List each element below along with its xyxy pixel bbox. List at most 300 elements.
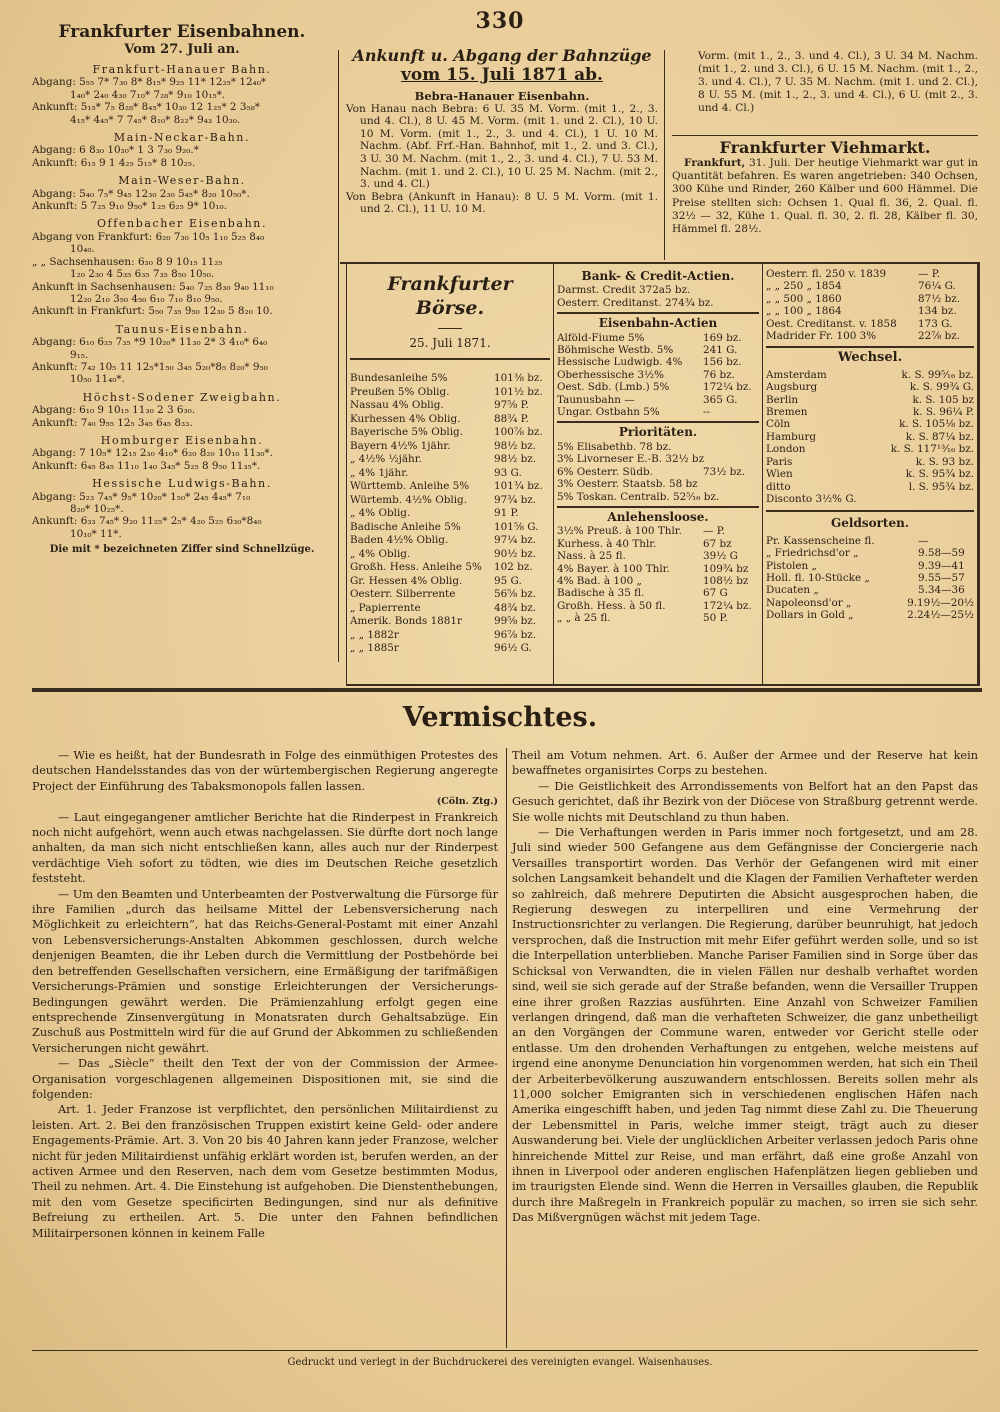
table-row	[766, 481, 974, 493]
row-name: Hamburg	[766, 430, 817, 443]
row-value: 173 G.	[918, 317, 953, 330]
row-name: Oest. Creditanst. v. 1858	[766, 317, 897, 330]
table-row	[350, 561, 550, 575]
timetable-row	[32, 268, 332, 280]
timetable-times: 5₁₅* 7₅ 8₂₈* 8₄₅* 10₃₀ 12 1₂₅* 2 3₅₈*	[80, 101, 260, 114]
timetable-times: 5₅₅ 7* 7₃₀ 8* 8₁₅* 9₂₅ 11* 12₂₅* 12₄₀*	[79, 76, 267, 89]
row-name: „ „ à 25 fl.	[557, 612, 611, 625]
article-source: (Cöln. Ztg.)	[436, 796, 498, 808]
table-row	[350, 372, 550, 386]
row-value: 156 bz.	[703, 356, 742, 369]
table-row	[557, 297, 759, 309]
row-name: London	[766, 443, 806, 456]
row-value: — P.	[918, 268, 940, 280]
divider-rule	[557, 312, 759, 314]
table-row	[766, 572, 974, 584]
table-row	[350, 386, 550, 400]
table-row	[557, 563, 759, 575]
row-name: „ 4% 1jähr.	[350, 466, 409, 479]
viehmarkt-title: Frankfurter Viehmarkt.	[719, 138, 931, 157]
viehmarkt-lead: Frankfurt,	[684, 157, 746, 169]
row-name: 6% Oesterr. Südb.	[557, 465, 653, 478]
table-row	[350, 453, 550, 467]
row-value: k. S. 93 bz.	[915, 455, 974, 468]
row-value: 50 P.	[703, 612, 728, 625]
row-name: ditto	[766, 480, 791, 493]
row-name: Ungar. Ostbahn 5%	[557, 406, 660, 419]
row-name: Wien	[766, 468, 793, 481]
article-paragraph: — Laut eingegangener amtlicher Berichte hat die Rinderpest in Frankreich noch nicht aufgehört, wenn auch etwas nachgelassen. Sie dürfte dort noch lange anhalten, da man sich nicht entschließen kann, alles auch nur der Rinderpest verdächtige Vieh sofort zu tödten, wie dies im Deutschen Reiche gesetzlich feststeht.	[32, 810, 498, 886]
viehmarkt-body: 31. Juli. Der heutige Viehmarkt war gut in Quantität befahren. Es waren angetrieben: 340 Ochsen, 300 Kühe und Rinder, 260 Kälber und 600 Hämmel. Die Preise stellten sich: Ochsen 1. Qual fl. 36, 2. Qual. fl. 32½ — 32, Kühe 1. Qual. fl. 30, 2. fl. 28, Kälber fl. 30, Hämmel fl. 28½.	[672, 157, 978, 236]
row-name: Holl. fl. 10-Stücke „	[766, 571, 870, 584]
table-row	[350, 426, 550, 440]
table-row	[350, 494, 550, 508]
row-value: 73½ bz.	[703, 465, 746, 478]
row-name: Berlin	[766, 393, 799, 406]
timetable-label: Ankunft in Frankfurt:	[32, 305, 146, 318]
row-value: 9.19½—20½	[907, 596, 974, 609]
timetable-label: Abgang:	[32, 187, 76, 200]
eisenbahnen-footnote: Die mit * bezeichneten Ziffer sind Schnellzüge.	[49, 544, 315, 556]
timetable-label: Abgang:	[32, 490, 76, 503]
row-name: Paris	[766, 455, 793, 468]
row-name: Kurhess. à 40 Thlr.	[557, 537, 657, 550]
timetable-times: 10₁₀* 11*.	[70, 527, 122, 540]
rail-line-name: Taunus-Eisenbahn.	[115, 322, 249, 336]
row-value: 98½ bz.	[494, 453, 537, 465]
timetable-times: 10₄₀.	[70, 243, 95, 256]
table-row	[350, 534, 550, 548]
timetable-label: Abgang:	[32, 144, 76, 157]
table-row	[350, 413, 550, 427]
row-name: Würtemb. 4½% Oblig.	[350, 493, 467, 506]
row-value: 241 G.	[703, 344, 738, 357]
boerse-header	[350, 272, 550, 350]
row-value: 102 bz.	[494, 561, 533, 573]
bahnzuege-title: Ankunft u. Abgang der Bahnzüge	[352, 46, 652, 65]
table-row	[350, 467, 550, 481]
table-row	[557, 550, 759, 562]
prioritaeten-table	[557, 441, 759, 503]
row-value: 88¾ P.	[494, 412, 529, 425]
timetable-label: Ankunft:	[32, 101, 78, 114]
table-row	[766, 443, 974, 455]
column-divider	[338, 50, 339, 662]
bahnzuege-bebra-hanau-cont: Vorm. (mit 1., 2., 3. und 4. Cl.), 3 U. 34 M. Nachm. (mit 1., 2. und 3. Cl.), 6 U. 15 M. Nachm. (mit 1., 2., 3. und 4. Cl.), 7 U. 35 M. Nachm. (mit 1. und 2. Cl.), 8 U. 55 M. (mit 1., 2., 3. und 4. Cl.), 6 U. (mit 2., 3. und 4. Cl.)	[698, 50, 978, 114]
row-value: k. S. 95¾ bz.	[905, 468, 974, 481]
row-value: 95 G.	[494, 574, 522, 587]
row-value: 100⅞ bz.	[494, 426, 543, 438]
imprint: Gedruckt und verlegt in der Buchdruckerei des vereinigten evangel. Waisenhauses.	[287, 1357, 713, 1368]
table-row	[766, 305, 974, 317]
row-value: 101⅝ G.	[494, 520, 539, 533]
rail-line-name: Homburger Eisenbahn.	[100, 433, 264, 447]
article-paragraph: Art. 1. Jeder Franzose ist verpflichtet, den persönlichen Militairdienst zu leisten. Art. 2. Bei den französischen Truppen existirt keine Geld- oder andere Engagements-Prämie. Art. 3. Von 20 bis 40 Jahren kann jeder Franzose, welcher nicht für jeden Militairdienst unfähig erklärt worden ist, berufen werden, an der activen Armee und den Reserven, nach dem vom Gesetze bestimmten Modus, Theil zu nehmen. Art. 4. Die Einstehung ist aufgehoben. Die Dienstenthebungen, mit den vom Gesetze specificirten Bedingungen, sind nur als definitive Befreiung zu ertheilen. Art. 5. Die unter den Fahnen befindlichen Militairpersonen können in keinem Falle	[32, 1103, 498, 1240]
row-name: Bremen	[766, 406, 808, 419]
divider-rule	[557, 506, 759, 508]
timetable-row	[32, 114, 332, 126]
row-name: Nass. à 25 fl.	[557, 550, 626, 563]
row-name: Oesterr. Creditanst. 274¾ bz.	[557, 296, 714, 309]
vermischtes-right-column	[512, 748, 978, 1226]
row-value: l. S. 95¾ bz.	[908, 480, 974, 493]
row-value: 22⅞ bz.	[918, 330, 961, 343]
timetable-times: 5₅₀ 7₃₅ 9₅₀ 12₃₀ 5 8₂₀ 10.	[148, 305, 273, 318]
timetable-row	[32, 373, 332, 385]
timetable-times: 5₂₃ 7₄₅* 9₅* 10₂₀* 1₅₀* 2₄₅ 4₄₅* 7₁₀	[79, 490, 251, 503]
timetable-label: Abgang:	[32, 336, 76, 349]
timetable-times: 6₁₀ 9 10₁₅ 11₃₀ 2 3 6₃₀.	[79, 404, 196, 417]
divider-rule	[350, 358, 550, 360]
row-value: 172¼ bz.	[703, 381, 752, 394]
divider-rule	[557, 421, 759, 423]
row-value: 48¾ bz.	[494, 601, 537, 614]
timetable-row	[32, 144, 332, 156]
rail-line-name: Hessische Ludwigs-Bahn.	[92, 477, 272, 491]
timetable-times: 6₃₃ 7₄₅* 9₂₀ 11₂₅* 2₅* 4₂₀ 5₂₅ 6₃₀*8₄₀	[80, 515, 262, 528]
table-row	[766, 609, 974, 621]
rail-line-block	[32, 218, 332, 317]
row-name: Württemb. Anleihe 5%	[350, 480, 470, 492]
row-value: 169 bz.	[703, 331, 742, 344]
row-name: „ Friedrichsd'or „	[766, 547, 859, 560]
timetable-times: 6₄₅ 8₄₅ 11₁₀ 1₄₀ 3₄₅* 5₂₅ 8 9₅₀ 11₃₅*.	[80, 459, 261, 472]
timetable-row	[32, 515, 332, 527]
row-name: „ Papierrente	[350, 601, 421, 614]
row-value: 172¼ bz.	[703, 599, 752, 612]
row-name: Gr. Hessen 4% Oblig.	[350, 574, 463, 587]
row-name: „ „ 1885r	[350, 642, 399, 654]
table-row	[766, 547, 974, 559]
rail-line-name: Main-Weser-Bahn.	[118, 174, 246, 188]
timetable-label: „ „ Sachsenhausen:	[32, 255, 135, 268]
timetable-times: 8₂₀* 10₂₅*.	[70, 503, 124, 515]
row-name: „ 4% Oblig.	[350, 507, 411, 519]
timetable-label: Abgang:	[32, 447, 76, 460]
table-row	[350, 642, 550, 656]
vermischtes-title: Vermischtes.	[402, 702, 598, 733]
timetable-row	[32, 101, 332, 113]
table-row	[766, 493, 974, 505]
table-row	[766, 406, 974, 418]
section-rule	[32, 688, 982, 692]
column-divider	[664, 50, 665, 260]
row-name: Cöln	[766, 418, 791, 431]
row-value: 97⅝ P.	[494, 399, 529, 411]
timetable-label: Ankunft:	[32, 459, 78, 472]
oesterr-loose-table	[766, 268, 974, 342]
table-row	[557, 406, 759, 418]
table-row	[350, 575, 550, 589]
row-name: 3% Oesterr. Staatsb. 58 bz	[557, 478, 698, 491]
row-name: „ „ 500 „ 1860	[766, 292, 842, 305]
timetable-times: 5₄₀ 7₂₅ 8₃₀ 9₄₀ 11₁₀	[179, 280, 274, 293]
rail-line-name: Höchst-Sodener Zweigbahn.	[82, 390, 282, 404]
row-value: 96⅞ bz.	[494, 628, 537, 641]
row-value: 99⅝ bz.	[494, 615, 537, 627]
table-row	[766, 418, 974, 430]
row-name: 4% Bayer. à 100 Thlr.	[557, 562, 670, 575]
eisenbahn-actien-title: Eisenbahn-Actien	[598, 316, 718, 331]
row-value: 91 P.	[494, 507, 519, 519]
timetable-row	[32, 231, 332, 243]
table-row	[557, 332, 759, 344]
table-row	[350, 588, 550, 602]
timetable-row	[32, 293, 332, 305]
row-value: 87½ bz.	[918, 292, 961, 305]
row-name: „ „ 250 „ 1854	[766, 280, 842, 293]
timetable-times: 12₂₀ 2₁₀ 3₅₀ 4₅₀ 6₁₀ 7₁₀ 8₁₀ 9₅₀.	[70, 292, 223, 305]
row-name: „ „ 1882r	[350, 628, 399, 641]
divider-rule	[766, 510, 974, 512]
row-name: Taunusbahn —	[557, 393, 635, 406]
row-name: Kurhessen 4% Oblig.	[350, 412, 461, 425]
row-value: 101⅜ bz.	[494, 372, 543, 384]
row-name: Napoleonsd'or „	[766, 596, 852, 609]
timetable-label: Ankunft:	[32, 156, 78, 169]
row-value: 96½ G.	[494, 642, 532, 654]
row-name: Böhmische Westb. 5%	[557, 344, 674, 357]
timetable-row	[32, 200, 332, 212]
table-row	[350, 440, 550, 454]
timetable-times: 10₅₀ 11₄₀*.	[70, 373, 125, 386]
table-row	[766, 369, 974, 381]
timetable-row	[32, 305, 332, 317]
table-border	[977, 264, 980, 684]
timetable-row	[32, 417, 332, 429]
row-name: Oest. Sdb. (Lmb.) 5%	[557, 381, 670, 394]
row-value: k. S. 117¹³⁄₁₆ bz.	[890, 443, 974, 456]
row-name: 4% Bad. à 100 „	[557, 574, 642, 587]
row-value: k. S. 96¼ P.	[912, 406, 974, 419]
boerse-title: Frankfurter Börse.	[387, 273, 513, 319]
row-name: Amerik. Bonds 1881r	[350, 615, 462, 627]
table-row	[557, 525, 759, 537]
timetable-row	[32, 336, 332, 348]
row-name: Augsburg	[766, 381, 818, 394]
timetable-times: 6₁₅ 9 1 4₂₅ 5₁₅* 8 10₂₅.	[80, 156, 196, 169]
row-value: 9.58—59	[918, 547, 965, 560]
row-value: 56⅝ bz.	[494, 588, 537, 600]
row-name: Baden 4½% Oblig.	[350, 534, 449, 546]
row-name: 3% Livorneser E.-B. 32½ bz	[557, 453, 705, 466]
row-value: 9.55—57	[918, 571, 965, 584]
row-name: Oesterr. Silberrente	[350, 588, 456, 600]
table-row	[557, 600, 759, 612]
bahnzuege-section	[346, 46, 658, 216]
rail-line-name: Main-Neckar-Bahn.	[113, 131, 251, 145]
rail-line-block	[32, 175, 332, 212]
article-paragraph: — Die Geistlichkeit des Arrondissements von Belfort hat an den Papst das Gesuch gerichtet, daß ihr Bezirk von der Diöcese von Straßburg getrennt werde. Sie wolle nichts mit Deutschland zu thun haben.	[512, 779, 978, 824]
timetable-row	[32, 76, 332, 88]
row-name: Oesterr. fl. 250 v. 1839	[766, 268, 887, 280]
row-name: Großh. Hess. à 50 fl.	[557, 599, 666, 612]
geldsorten-table	[766, 535, 974, 622]
divider-rule	[672, 135, 978, 136]
row-value: 67 G	[703, 587, 728, 600]
timetable-label: Ankunft:	[32, 416, 78, 429]
row-value: 39½ G	[703, 550, 738, 563]
timetable-times: 6₃₀ 8 9 10₁₅ 11₂₅	[137, 255, 223, 268]
row-value: k. S. 99¾ G.	[909, 381, 974, 394]
table-divider	[762, 264, 763, 684]
eisenbahnen-subtitle: Vom 27. Juli an.	[124, 42, 240, 57]
timetable-label: Ankunft:	[32, 515, 78, 528]
rail-line-name: Frankfurt-Hanauer Bahn.	[92, 63, 272, 76]
timetable-label: Abgang:	[32, 76, 76, 89]
timetable-row	[32, 491, 332, 503]
column-divider	[506, 748, 507, 1348]
eisenbahnen-column	[32, 22, 332, 557]
wechsel-table	[766, 369, 974, 505]
row-value: --	[703, 406, 711, 419]
table-row	[766, 560, 974, 572]
timetable-times: 7₄₀ 9₅₅ 12₅ 3₄₅ 6₄₅ 8₃₃.	[80, 416, 193, 429]
timetable-times: 1₂₀ 2₃₀ 4 5₃₅ 6₃₅ 7₃₅ 8₅₀ 10₅₀.	[70, 268, 215, 281]
row-value: — P.	[703, 525, 725, 538]
row-name: Madrider Fr. 100 3%	[766, 330, 877, 343]
row-name: Badische à 35 fl.	[557, 587, 645, 600]
row-name: Bundesanleihe 5%	[350, 372, 448, 384]
timetable-times: 6 8₃₀ 10₃₀* 1 3 7₃₀ 9₂₀.*	[79, 144, 199, 157]
row-name: Ducaten „	[766, 584, 819, 597]
row-name: Oberhessische 3½%	[557, 368, 664, 381]
table-border	[346, 264, 347, 684]
timetable-row	[32, 528, 332, 540]
timetable-row	[32, 89, 332, 101]
table-row	[557, 356, 759, 368]
row-value: 93 G.	[494, 466, 522, 479]
rail-line-name: Offenbacher Eisenbahn.	[96, 217, 268, 231]
rail-line-block	[32, 392, 332, 429]
timetable-row	[32, 361, 332, 373]
timetable-times: 6₂₀ 7₃₀ 10₅ 1₁₀ 5₂₅ 8₄₀	[155, 230, 265, 243]
rail-line-block	[32, 132, 332, 169]
row-value: 97¾ bz.	[494, 493, 537, 506]
row-value: k. S. 105 bz	[912, 393, 974, 406]
timetable-label: Abgang von Frankfurt:	[32, 230, 153, 243]
row-value: 76 bz.	[703, 368, 735, 381]
table-row	[557, 441, 759, 453]
row-value: 365 G.	[703, 393, 738, 406]
row-value: 98½ bz.	[494, 439, 537, 452]
eisenbahn-actien-table	[557, 332, 759, 419]
table-row	[350, 629, 550, 643]
row-name: Großh. Hess. Anleihe 5%	[350, 561, 482, 573]
table-row	[557, 394, 759, 406]
timetable-times: 6₁₀ 6₂₅ 7₃₅ *9 10₂₀* 11₃₀ 2* 3 4₁₀* 6₄₀	[79, 336, 268, 349]
timetable-row	[32, 404, 332, 416]
table-row	[766, 330, 974, 342]
row-name: 5% Elisabethb. 78 bz.	[557, 440, 672, 453]
timetable-label: Ankunft in Sachsenhausen:	[32, 280, 176, 293]
table-row	[557, 538, 759, 550]
table-row	[350, 507, 550, 521]
markets-top-rule	[340, 262, 980, 264]
timetable-label: Ankunft:	[32, 200, 78, 213]
table-row	[766, 431, 974, 443]
timetable-times: 7 10₅* 12₁₅ 2₃₀ 4₁₀* 6₂₀ 8₂₀ 10₁₀ 11₃₀*.	[79, 447, 273, 460]
row-name: Amsterdam	[766, 368, 827, 381]
table-row	[557, 381, 759, 393]
timetable-times: 5 7₂₅ 9₁₀ 9₅₀* 1₂₅ 6₂₅ 9* 10₁₀.	[80, 200, 228, 213]
table-row	[557, 284, 759, 296]
timetable-times: 9₁₅.	[70, 348, 89, 361]
prioritaeten-title: Prioritäten.	[618, 425, 698, 440]
bank-table	[557, 284, 759, 309]
anlehensloose-table	[557, 525, 759, 624]
table-row	[766, 468, 974, 480]
timetable-row	[32, 281, 332, 293]
table-row	[766, 293, 974, 305]
bahnzuege-bebra-hanau: Von Bebra (Ankunft in Hanau): 8 U. 5 M. Vorm. (mit 1. und 2. Cl.), 11 U. 10 M.	[346, 190, 658, 216]
wechsel-title: Wechsel.	[837, 350, 903, 366]
article-paragraph: — Wie es heißt, hat der Bundesrath in Folge des einmüthigen Protestes des deutschen Handelsstandes das von der würtembergischen Regierung angeregte Project der Einführung des Tabaksmonopols fallen lassen.	[32, 749, 498, 793]
table-row	[350, 602, 550, 616]
bahnzuege-date: vom 15. Juli 1871 ab.	[401, 65, 603, 85]
row-name: Bayerische 5% Oblig.	[350, 426, 463, 438]
eisenbahnen-title: Frankfurter Eisenbahnen.	[58, 22, 306, 42]
table-row	[557, 466, 759, 478]
row-value: k. S. 99⁵⁄₁₆ bz.	[901, 368, 974, 381]
bank-title: Bank- & Credit-Actien.	[581, 269, 735, 283]
markets-bottom-rule	[346, 684, 980, 686]
row-name: 5% Toskan. Centralb. 52⁵⁄₁₆ bz.	[557, 490, 720, 503]
table-row	[766, 318, 974, 330]
row-name: Dollars in Gold „	[766, 609, 854, 622]
row-value: 76¼ G.	[918, 280, 956, 293]
row-value: k. S. 87¼ bz.	[905, 430, 974, 443]
table-divider	[553, 264, 554, 684]
table-row	[350, 615, 550, 629]
rail-lines	[32, 64, 332, 540]
timetable-times: 5₄₀ 7₅* 9₄₅ 12₃₀ 2₃₀ 5₄₅* 8₂₀ 10₅₀*.	[79, 187, 250, 200]
rail-line-block	[32, 478, 332, 540]
row-value: 101½ bz.	[494, 385, 543, 398]
row-value: 97¼ bz.	[494, 534, 537, 546]
table-row	[557, 612, 759, 624]
rail-line-block	[32, 64, 332, 126]
row-value: 90½ bz.	[494, 547, 537, 560]
table-row	[557, 478, 759, 490]
row-value: 67 bz	[703, 537, 732, 550]
timetable-times: 1₄₀* 2₄₀ 4₃₀ 7₁₀* 7₂₈* 9₁₀ 10₁₅*.	[70, 88, 226, 101]
article-paragraph: — Das „Siècle“ theilt den Text der von der Commission der Armee-Organisation vorgeschlagenen allgemeinen Dispositionen mit, sie sind die folgenden:	[32, 1057, 498, 1101]
bahnzuege-section-title: Bebra-Hanauer Eisenbahn.	[414, 89, 590, 103]
actien-column	[557, 268, 759, 625]
row-value: 109¾ bz	[703, 562, 749, 575]
row-name: Bayern 4½% 1jähr.	[350, 439, 451, 452]
row-name: „ 4% Oblig.	[350, 547, 411, 560]
table-row	[350, 548, 550, 562]
row-name: Hessische Ludwigb. 4%	[557, 356, 683, 369]
article-paragraph: — Um den Beamten und Unterbeamten der Postverwaltung die Fürsorge für ihre Familien „durch das heilsame Mittel der Lebensversicherung nach Möglichkeit zu erleichtern“, hat das Reichs-General-Postamt mit einer Anzahl von Lebensversicherungs-Anstalten Abkommen geschlossen, durch welche denjenigen Beamten, die ihr Leben durch die Vermittlung der Postbehörde bei den betreffenden Gesellschaften versichern, eine Ermäßigung der tarifmäßigen Versicherungs-Prämien und sonstige Erleichterungen der Versicherungs-Bedingungen gewährt werden. Die Prämienzahlung erfolgt gegen eine entsprechende Zinsenvergütung in Monatsraten durch Gehaltsabzüge. Ein Zuschuß aus Postmitteln wird für die auf Grund der Abkommen zu schließenden Versicherungen nicht gewährt.	[32, 887, 498, 1055]
table-row	[350, 480, 550, 494]
table-row	[557, 453, 759, 465]
table-row	[766, 597, 974, 609]
table-row	[557, 369, 759, 381]
row-name: 3½% Preuß. à 100 Thlr.	[557, 525, 682, 538]
vermischtes-left-column	[32, 748, 498, 1241]
bahnzuege-continuation	[698, 50, 978, 115]
table-row	[766, 280, 974, 292]
timetable-row	[32, 460, 332, 472]
timetable-row	[32, 349, 332, 361]
table-row	[766, 535, 974, 547]
row-name: Preußen 5% Oblig.	[350, 385, 450, 398]
table-row	[766, 381, 974, 393]
viehmarkt-section	[672, 138, 978, 236]
